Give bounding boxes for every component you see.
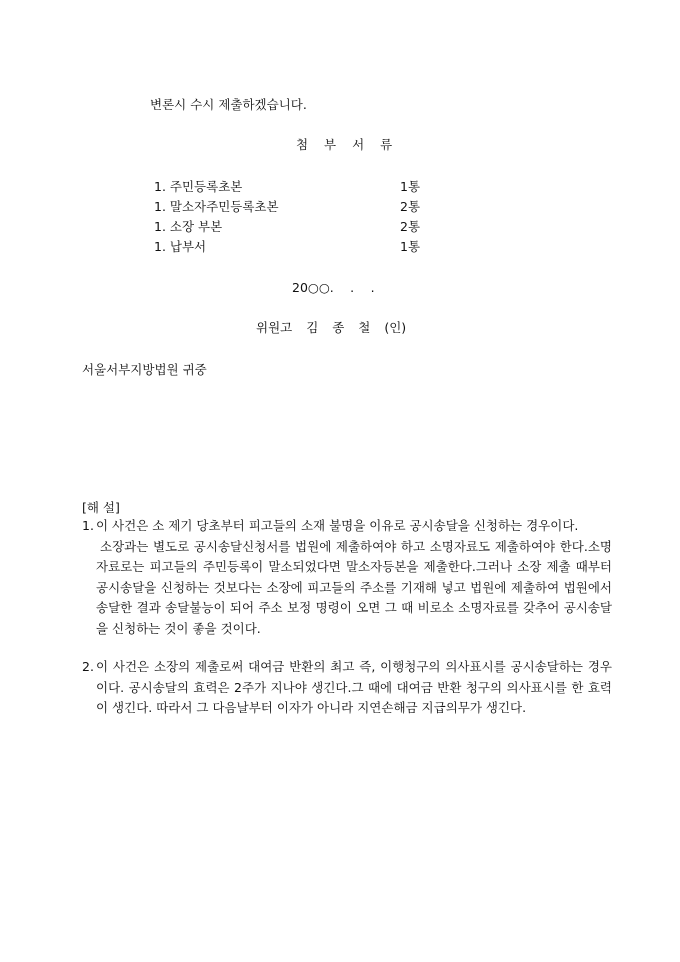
intro-text: 변론시 수시 제출하겠습니다. <box>150 97 307 112</box>
note-paragraph: 이 사건은 소 제기 당초부터 피고들의 소재 불명을 이유로 공시송달을 신청하는 경우이다. <box>96 518 579 533</box>
attachment-item-count: 1통 <box>400 239 421 254</box>
note-paragraph: 이 사건은 소장의 제출로써 대여금 반환의 최고 즉, 이행청구의 의사표시를 공시송달하는 경우이다. 공시송달의 효력은 2주가 지나야 생긴다.그 때에 대여금 반환 청구의 의사표시를 한 효력이 생긴다. 따라서 그 다음날부터 이자가 아니라 지연손해금 지급의무가 생긴다. <box>96 659 612 715</box>
document-date: 20○○. . . <box>292 280 375 295</box>
attachment-item-count: 2통 <box>400 199 421 214</box>
attachment-item-count: 2통 <box>400 219 421 234</box>
attachment-item-label: 1. 말소자주민등록초본 <box>154 199 279 214</box>
note-number: 1. <box>82 518 94 533</box>
signature-line: 위원고 김 종 철 (인) <box>256 320 407 335</box>
notes-heading: [해 설] <box>82 500 120 515</box>
attachments-title: 첨 부 서 류 <box>296 137 393 152</box>
note-number: 2. <box>82 659 94 674</box>
attachment-item-label: 1. 주민등록초본 <box>154 179 243 194</box>
note-item-2 <box>82 657 612 719</box>
attachment-item-count: 1통 <box>400 179 421 194</box>
note-paragraph: 소장과는 별도로 공시송달신청서를 법원에 제출하여야 하고 소명자료도 제출하여야 한다.소명자료로는 피고들의 주민등록이 말소되었다면 말소자등본을 제출한다.그러나 소장 제출 때부터 공시송달을 신청하는 것보다는 소장에 피고들의 주소를 기재해 넣고 법원에 제출하여 법원에서 송달한 결과 송달불능이 되어 주소 보정 명령이 오면 그 때 비로소 소명자료를 갖추어 공시송달을 신청하는 것이 좋을 것이다. <box>96 538 612 636</box>
attachment-item-label: 1. 납부서 <box>154 239 207 254</box>
note-item-1 <box>82 516 612 639</box>
attachment-item-label: 1. 소장 부본 <box>154 219 223 234</box>
court-addressee: 서울서부지방법원 귀중 <box>82 362 207 377</box>
